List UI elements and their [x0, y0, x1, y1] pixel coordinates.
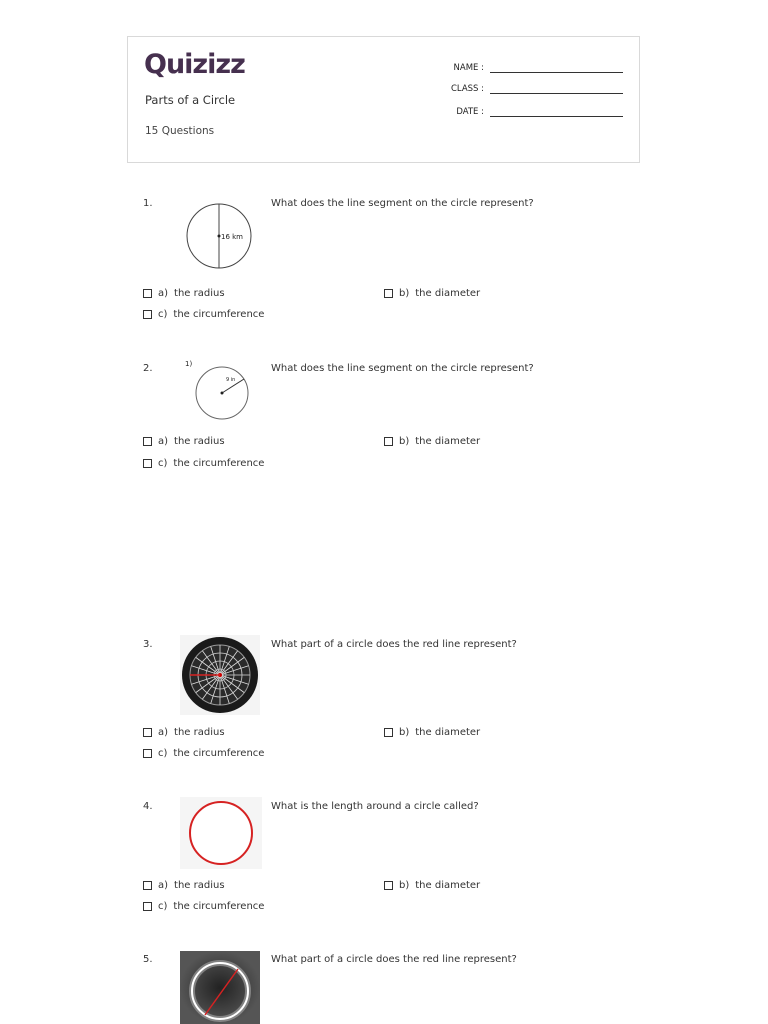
diameter-circle-image	[185, 202, 253, 270]
checkbox[interactable]	[143, 728, 152, 737]
worksheet-title: Parts of a Circle	[145, 93, 236, 107]
measure-label: 9 in	[226, 377, 236, 383]
option-c[interactable]: c) the circumference	[143, 901, 264, 912]
checkbox[interactable]	[384, 881, 393, 890]
checkbox[interactable]	[143, 749, 152, 758]
name-line[interactable]	[490, 63, 623, 73]
checkbox[interactable]	[143, 437, 152, 446]
option-c[interactable]: c) the circumference	[143, 458, 264, 469]
red-circle-image	[180, 797, 262, 869]
checkbox[interactable]	[143, 289, 152, 298]
question-text: What does the line segment on the circle represent?	[271, 198, 534, 209]
option-a[interactable]: a) the radius	[143, 288, 225, 299]
class-label: CLASS :	[450, 84, 484, 94]
measure-label: 16 km	[221, 233, 244, 241]
class-line[interactable]	[490, 84, 623, 94]
question-number: 1.	[143, 198, 153, 209]
worksheet-header	[127, 36, 640, 163]
option-b[interactable]: b) the diameter	[384, 880, 480, 891]
class-field	[424, 84, 623, 94]
option-a[interactable]: a) the radius	[143, 727, 225, 738]
option-a[interactable]: a) the radius	[143, 436, 225, 447]
date-line[interactable]	[490, 107, 623, 117]
quizizz-logo: Quizizz	[144, 49, 245, 80]
question-text: What part of a circle does the red line represent?	[271, 639, 517, 650]
question-count: 15 Questions	[145, 125, 215, 137]
question-number: 2.	[143, 363, 153, 374]
name-field	[424, 63, 623, 73]
date-label: DATE :	[456, 107, 484, 117]
question-text: What does the line segment on the circle represent?	[271, 363, 534, 374]
option-b[interactable]: b) the diameter	[384, 288, 480, 299]
question-number: 3.	[143, 639, 153, 650]
option-b[interactable]: b) the diameter	[384, 436, 480, 447]
figure-tag: 1)	[185, 360, 193, 368]
checkbox[interactable]	[384, 289, 393, 298]
option-a[interactable]: a) the radius	[143, 880, 225, 891]
question-number: 4.	[143, 801, 153, 812]
name-label: NAME :	[453, 63, 484, 73]
checkbox[interactable]	[143, 310, 152, 319]
question-text: What part of a circle does the red line represent?	[271, 954, 517, 965]
radius-circle-image	[182, 357, 252, 421]
checkbox[interactable]	[143, 881, 152, 890]
option-c[interactable]: c) the circumference	[143, 748, 264, 759]
checkbox[interactable]	[143, 459, 152, 468]
checkbox[interactable]	[384, 728, 393, 737]
dartboard-image	[180, 635, 260, 715]
question-text: What is the length around a circle called?	[271, 801, 479, 812]
option-b[interactable]: b) the diameter	[384, 727, 480, 738]
option-c[interactable]: c) the circumference	[143, 309, 264, 320]
checkbox[interactable]	[143, 902, 152, 911]
glowing-ring-image	[180, 951, 260, 1024]
checkbox[interactable]	[384, 437, 393, 446]
date-field	[424, 107, 623, 117]
question-number: 5.	[143, 954, 153, 965]
